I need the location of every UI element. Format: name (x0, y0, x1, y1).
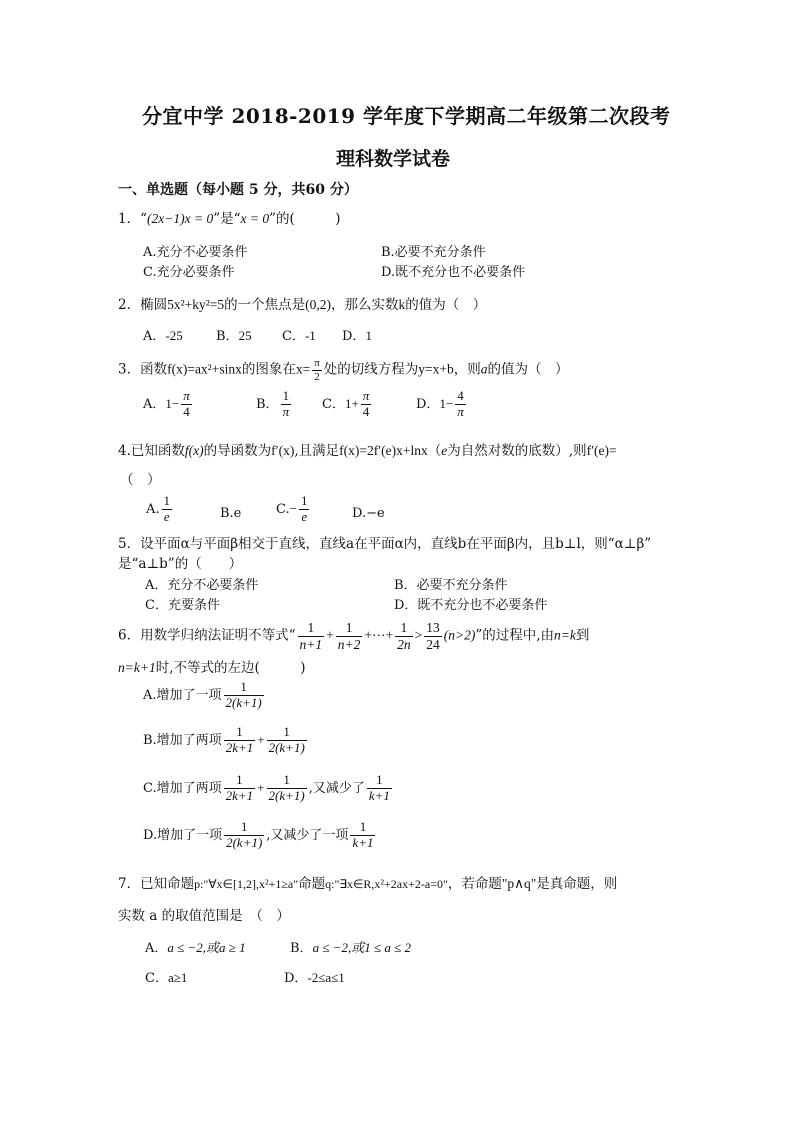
math-expression: (2x−1)x = 0 (147, 211, 214, 226)
option-label: B． (290, 941, 313, 956)
question-text: 的一个焦点是 (224, 297, 306, 313)
fraction: $\frac{1}{k+1}$ (368, 772, 390, 803)
math-expression: (0,2) (305, 297, 332, 312)
option-c (276, 494, 311, 525)
question-text: 的值为（ ） (405, 297, 487, 313)
math-operator: + (257, 779, 265, 795)
option-b: B.e (220, 506, 242, 521)
option-d: D.−e (352, 506, 385, 521)
math-operator: > (414, 627, 423, 643)
fraction: $\frac{1}{2k+1}$ (225, 772, 254, 803)
option-a (143, 389, 194, 420)
option-c: C．充要条件 (145, 598, 220, 613)
math-expression: f(x) (184, 443, 204, 458)
question-text: 处的切线方程为 (323, 361, 419, 378)
question-text: 用数学归纳法证明不等式“ (140, 627, 296, 644)
question-number: 1． (118, 211, 141, 227)
math-expression: f(x)=ax²+sinx (167, 361, 242, 377)
option-text: D.增加了一项 (143, 827, 223, 843)
math-expression: y=x+b (418, 361, 454, 377)
page-subtitle: 理科数学试卷 (336, 148, 451, 170)
question-2 (118, 297, 486, 313)
option-text: C.增加了两项 (143, 780, 222, 796)
math-expression: f′(e)= (586, 443, 617, 458)
fraction: $\frac{1}{e}$ (163, 493, 171, 524)
option-label: D． (342, 329, 366, 344)
question-text: ，若命题 (447, 876, 502, 892)
fraction: $\frac{1}{k+1}$ (352, 819, 374, 850)
math-expression: e (441, 443, 448, 458)
option-label: C. (276, 501, 290, 517)
option-b: B．必要不充分条件 (394, 578, 508, 593)
question-5-line2: 是“a⊥b”的（ ） (118, 556, 243, 572)
option-b (256, 389, 293, 420)
question-5 (118, 536, 651, 552)
option-a (143, 328, 183, 345)
option-label: A． (143, 329, 166, 344)
question-6 (118, 620, 589, 652)
option-value: 25 (238, 328, 252, 343)
fraction: $\frac{1}{2n}$ (397, 620, 411, 652)
math-expression: x = 0 (240, 211, 270, 226)
option-b (216, 328, 252, 345)
option-b (290, 940, 411, 957)
question-text: 的图象在 (241, 361, 296, 378)
option-c (145, 970, 187, 987)
option-label: B． (256, 396, 279, 412)
option-label: C． (145, 971, 168, 986)
fraction: $\frac{1}{2(k+1)}$ (226, 819, 263, 850)
fraction: $\frac{13}{24}$ (426, 620, 440, 652)
option-value: -25 (165, 328, 183, 343)
question-text: 的导函数为 (203, 443, 272, 459)
fraction: $\frac{\pi}{4}$ (362, 388, 370, 419)
question-number: 5． (118, 536, 141, 552)
option-d (284, 970, 345, 987)
fraction: $\frac{4}{\pi}$ (457, 388, 464, 419)
option-d (342, 328, 372, 345)
option-d (416, 389, 468, 420)
math-operator: +⋯+ (364, 627, 394, 643)
math-expression: 5x²+ky²=5 (167, 297, 225, 312)
question-4-tail: （ ） (120, 472, 161, 488)
question-text: 到 (575, 627, 590, 644)
option-label: D． (416, 396, 440, 412)
page-title: 分宜中学 2018-2019 学年度下学期高二年级第二次段考 (142, 104, 671, 128)
question-text: 是真命题，则 (536, 876, 618, 892)
option-a (145, 940, 246, 957)
math-operator: + (326, 627, 334, 643)
option-value: 1− (439, 395, 454, 411)
fraction: $\frac{1}{n+1}$ (299, 620, 323, 652)
question-text: ”的过程中,由 (475, 627, 555, 644)
question-number: 2． (118, 297, 141, 313)
option-value: 1+ (344, 395, 359, 411)
section-heading: 一、单选题（每小题 5 分，共60 分） (118, 182, 358, 198)
question-6-line2 (118, 660, 306, 676)
option-text: ,又减少了一项 (266, 827, 349, 843)
math-expression: "p∧q" (501, 876, 537, 891)
question-7 (118, 876, 617, 892)
question-number: 6． (118, 627, 141, 644)
question-number: 3． (118, 361, 141, 378)
math-expression: f′(x) (271, 443, 295, 458)
fraction: $\frac{\pi}{2}$ (314, 357, 320, 383)
fraction: $\frac{1}{\pi}$ (282, 388, 290, 419)
question-4 (118, 443, 617, 459)
question-7-line2: 实数 a 的取值范围是 （ ） (118, 908, 290, 924)
option-d (143, 820, 377, 851)
question-text: ,且满足 (294, 443, 340, 459)
question-text: 已知命题 (140, 876, 195, 892)
question-number: 4. (118, 443, 131, 459)
question-text: （ (427, 443, 442, 459)
question-text: 椭圆 (140, 297, 168, 313)
option-a: A．充分不必要条件 (145, 578, 259, 593)
option-label: A． (143, 396, 166, 412)
option-b: B.必要不充分条件 (381, 245, 486, 260)
option-c (143, 773, 394, 804)
math-expression: n=k (554, 627, 576, 643)
option-text: B.增加了两项 (143, 732, 222, 748)
math-expression: a (480, 361, 488, 377)
fraction: $\frac{1}{2(k+1)}$ (268, 724, 305, 755)
question-text: 函数 (140, 361, 168, 378)
math-expression: q:"∃x∈R,x²+2ax+2-a=0" (325, 877, 448, 891)
option-value: − (289, 500, 297, 516)
option-label: C． (282, 329, 305, 344)
option-d: D．既不充分也不必要条件 (394, 598, 548, 613)
fraction: $\frac{1}{2k+1}$ (225, 724, 254, 755)
option-c: C.充分必要条件 (143, 265, 235, 280)
question-text: “ (140, 211, 147, 227)
fraction: $\frac{1}{2(k+1)}$ (225, 679, 262, 710)
math-expression: x= (295, 361, 311, 377)
option-value: a≥1 (167, 970, 188, 985)
math-expression: (n>2) (443, 627, 476, 643)
fraction: $\frac{\pi}{4}$ (183, 388, 190, 419)
option-text: A.增加了一项 (143, 687, 222, 703)
option-c (282, 328, 316, 345)
question-text: ”的( ) (269, 211, 341, 227)
question-text: 设平面α与平面β相交于直线，直线a在平面α内，直线b在平面β内，且b⊥l，则“α⊥β” (140, 536, 652, 552)
option-label: B． (216, 329, 239, 344)
question-1 (118, 211, 341, 227)
option-label: A. (146, 501, 160, 517)
option-a: A.充分不必要条件 (143, 245, 248, 260)
question-text: ”是“ (213, 211, 241, 227)
option-c (322, 389, 373, 420)
question-text: ，那么实数 (331, 297, 399, 313)
option-value: -1 (304, 328, 316, 343)
option-a (146, 494, 174, 525)
option-d: D.既不充分也不必要条件 (381, 265, 526, 280)
question-number: 7． (118, 876, 141, 892)
math-expression: n=k+1 (118, 660, 156, 675)
option-b (143, 725, 309, 756)
question-text: ，则 (453, 361, 481, 378)
option-label: D． (284, 971, 308, 986)
option-text: ,又减少了 (308, 780, 365, 796)
math-expression: k (398, 297, 406, 312)
math-operator: + (257, 731, 265, 747)
question-text: 的值为（ ） (487, 361, 569, 378)
math-expression: p:"∀x∈[1,2],x²+1≥a" (194, 877, 299, 891)
option-value: 1− (165, 395, 180, 411)
option-label: A． (145, 941, 168, 956)
fraction: $\frac{1}{2(k+1)}$ (268, 772, 305, 803)
math-expression: f(x)=2f′(e)x+lnx (339, 443, 428, 458)
question-text: 命题 (298, 876, 326, 892)
option-value: 1 (365, 328, 372, 343)
option-value: -2≤a≤1 (307, 970, 345, 985)
option-a (143, 680, 266, 711)
option-value: a ≤ −2,或a ≥ 1 (167, 940, 246, 955)
option-value: a ≤ −2,或1 ≤ a ≤ 2 (312, 940, 411, 955)
question-text: 时,不等式的左边( ) (155, 660, 306, 676)
question-text: 已知函数 (130, 443, 185, 459)
question-3 (118, 357, 569, 383)
fraction: $\frac{1}{e}$ (300, 493, 308, 524)
fraction: $\frac{1}{n+2}$ (337, 620, 361, 652)
question-text: 为自然对数的底数）,则 (447, 443, 587, 459)
option-label: C． (322, 396, 345, 412)
